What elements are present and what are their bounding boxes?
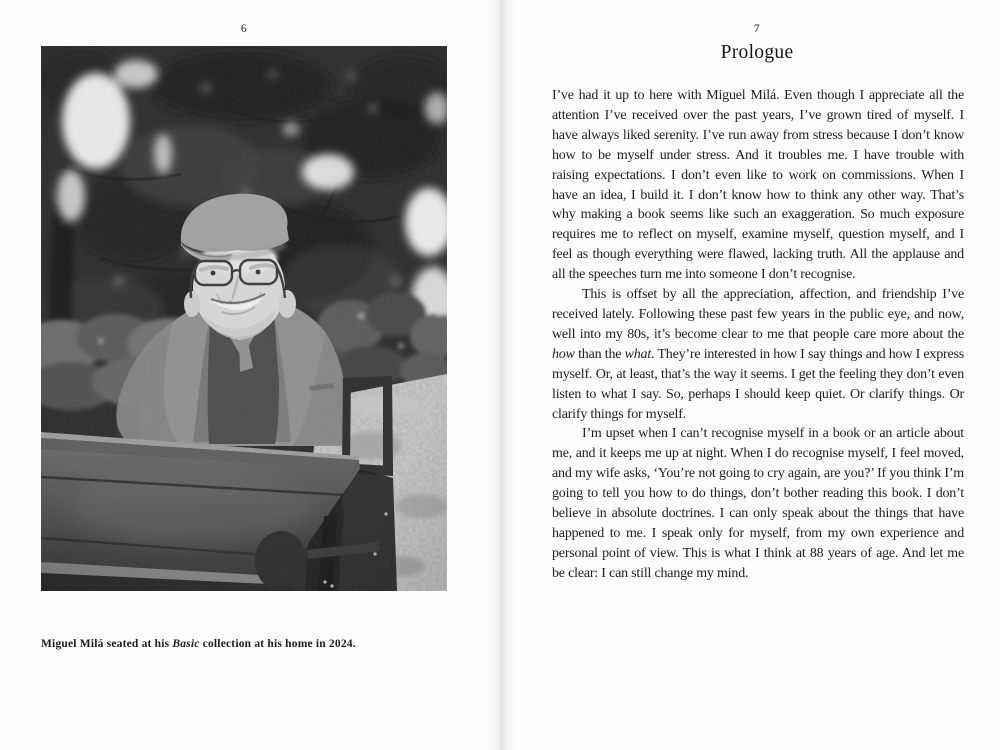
paragraph: I’ve had it up to here with Miguel Milá. Even though I appreciate all the attention I’ve received over the past years, I’ve grown tired of myself. I have always liked serenity. I’ve run away from stress because I don’t know how to be myself under stress. And it troubles me. I have trouble with raising expectations. I don’t even like to work on commissions. When I have an idea, I build it. I don’t know how to think any other way. That’s why making a book seems like such an exaggeration. So much exposure requires me to reflect on myself, examine myself, question myself, and I feel as though everything were flawed, lacking truth. All the applause and all the speeches turn me into someone I don’t recognise. [552, 88, 964, 283]
chapter-title: Prologue [720, 42, 794, 63]
paragraph: I’m upset when I can’t recognise myself in a book or an article about me, and it keeps me up at night. When I do recognise myself, I feel moved, and my wife asks, ‘You’re not going to cry again, are you?’ If you think I’m going to tell you how to do things, don’t bother reading this book. I don’t believe in absolute doctrines. I can only speak about the things that have happened to me. I speak only for myself, from my own experience and personal point of view. This is what I think at 88 years of age. And let me be clear: I can still change my mind. [552, 426, 964, 581]
photo-caption: Miguel Milá seated at his Basic collection at his home in 2024. [41, 638, 356, 650]
page-right [500, 0, 1000, 750]
page-number-right: 7 [753, 23, 761, 35]
paragraph: This is offset by all the appreciation, affection, and friendship I’ve received lately. Following these past few years in the public eye, and now, well into my 80s, it’s become clear to me that people care more about the how than the what. They’re interested in how I say things and how I express myself. Or, at least, that’s the way it seems. I get the feeling they don’t even listen to what I say. So, perhaps I should keep quiet. Or clarify things. Or clarify things for myself. [552, 287, 964, 422]
prologue-body-text [552, 86, 964, 584]
vignette [41, 46, 447, 591]
photo-figure [41, 46, 447, 651]
page-number-left: 6 [240, 23, 248, 35]
photo-miguel-mila [41, 46, 447, 591]
